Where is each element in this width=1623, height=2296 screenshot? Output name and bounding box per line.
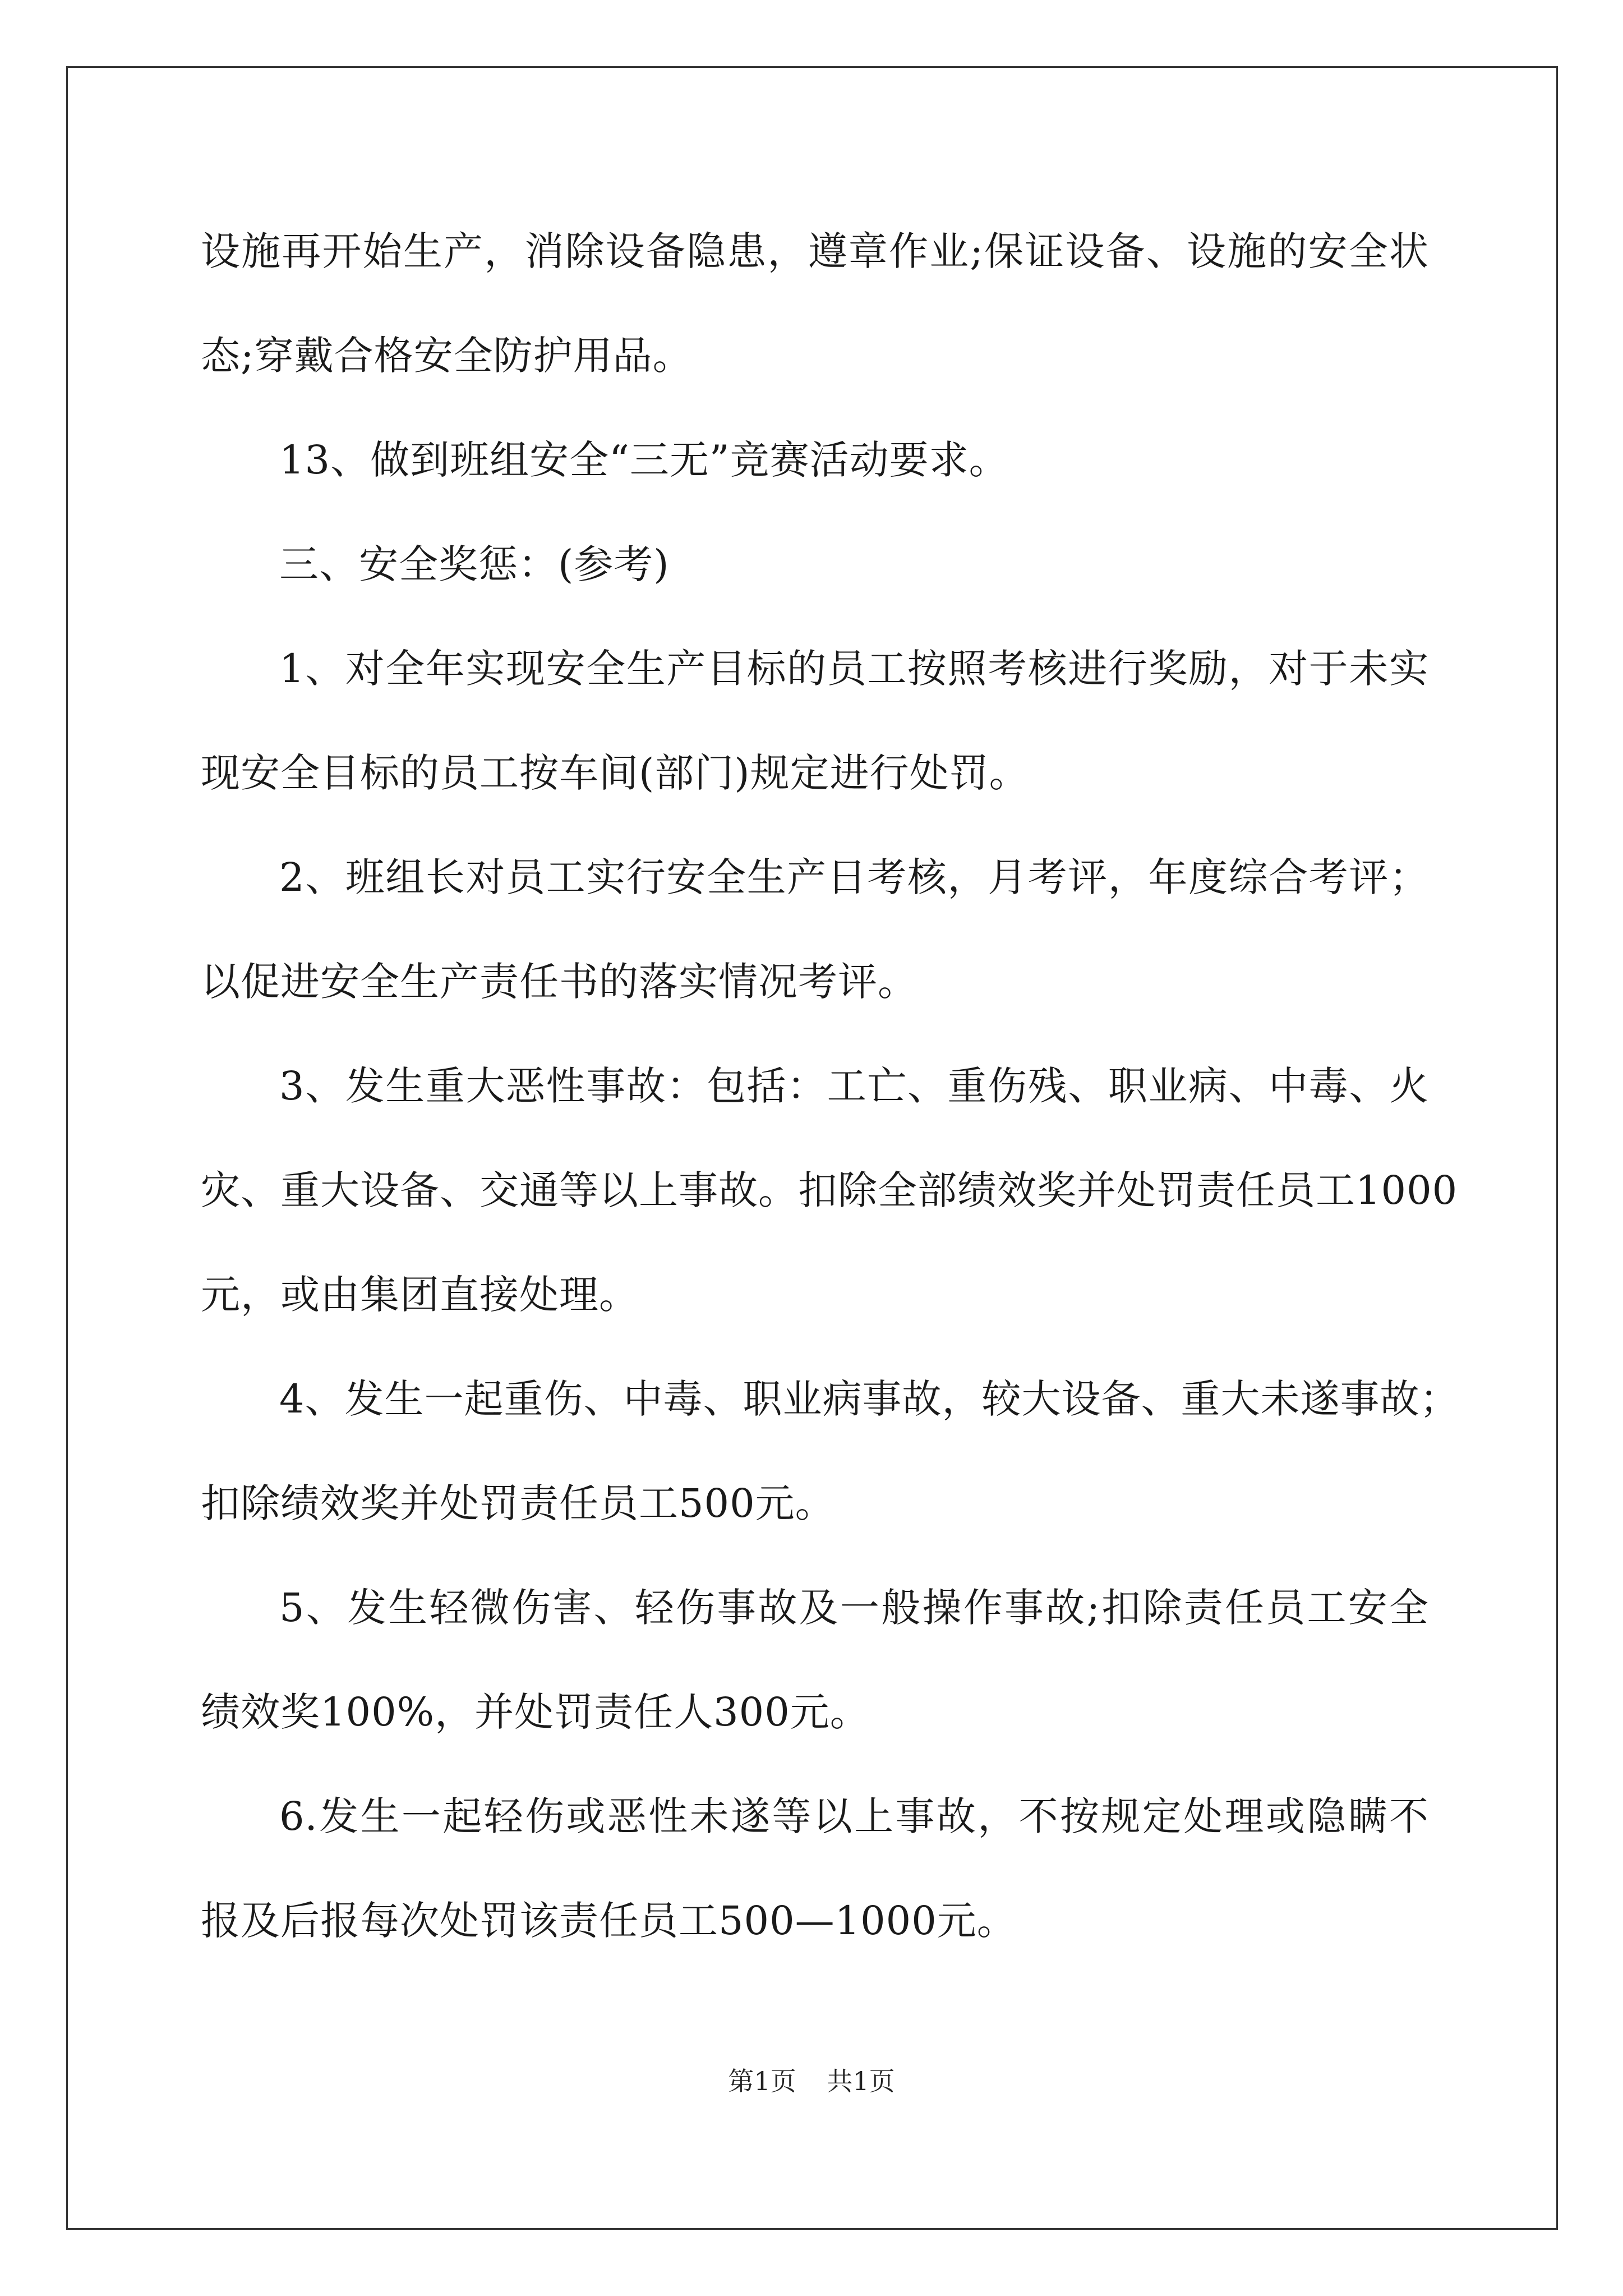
paragraph-line: 6.发生一起轻伤或恶性未遂等以上事故，不按规定处理或隐瞒不 (279, 1793, 1429, 1839)
paragraph-line: 现安全目标的员工按车间(部门)规定进行处罚。 (201, 750, 1029, 796)
paragraph-line: 3、发生重大恶性事故：包括：工亡、重伤残、职业病、中毒、火 (279, 1063, 1429, 1109)
paragraph-line: 绩效奖100%，并处罚责任人300元。 (201, 1689, 870, 1735)
document-body (201, 218, 1460, 1991)
paragraph-line: 5、发生轻微伤害、轻伤事故及一般操作事故;扣除责任员工安全 (279, 1585, 1429, 1631)
paragraph-line: 以促进安全生产责任书的落实情况考评。 (201, 959, 917, 1005)
paragraph-line: 扣除绩效奖并处罚责任员工500元。 (201, 1480, 835, 1526)
page-footer (0, 2064, 1623, 2098)
paragraph-line: 灾、重大设备、交通等以上事故。扣除全部绩效奖并处罚责任员工1000 (201, 1167, 1458, 1213)
page-total: 共1页 (827, 2066, 895, 2096)
paragraph-line: 13、做到班组安全“三无”竞赛活动要求。 (279, 437, 1009, 483)
paragraph-line: 设施再开始生产，消除设备隐患，遵章作业;保证设备、设施的安全状 (201, 228, 1429, 274)
paragraph-line: 1、对全年实现安全生产目标的员工按照考核进行奖励，对于未实 (279, 646, 1429, 692)
section-heading: 三、安全奖惩：(参考) (279, 541, 670, 587)
paragraph-line: 元，或由集团直接处理。 (201, 1272, 639, 1318)
paragraph-line: 报及后报每次处罚该责任员工500—1000元。 (201, 1898, 1017, 1944)
paragraph-line: 4、发生一起重伤、中毒、职业病事故，较大设备、重大未遂事故； (279, 1376, 1460, 1422)
paragraph-line: 2、班组长对员工实行安全生产日考核，月考评，年度综合考评； (279, 854, 1429, 900)
paragraph-line: 态;穿戴合格安全防护用品。 (201, 333, 693, 379)
page-number: 第1页 (728, 2066, 796, 2096)
